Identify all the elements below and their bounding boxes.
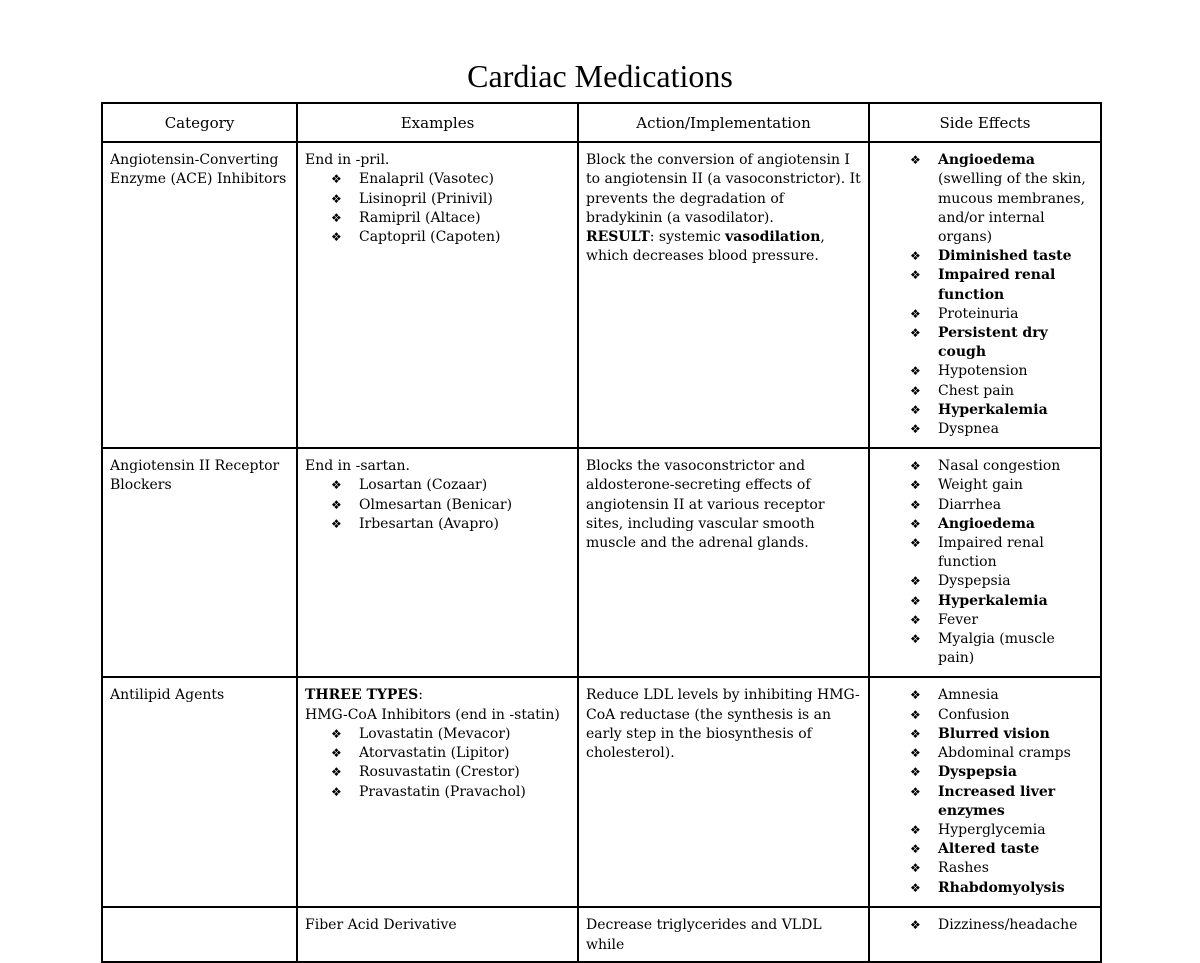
- side-effects-list: [877, 151, 1094, 439]
- side-effect-text: Hypotension: [938, 363, 1028, 380]
- list-item: [910, 725, 1094, 744]
- side-effect-text: Dyspnea: [938, 421, 999, 438]
- list-item: ❖ Losartan (Cozaar): [331, 476, 571, 495]
- list-item: ❖ Lisinopril (Prinivil): [331, 190, 571, 209]
- side-effect-emphasis: Increased liver enzymes: [938, 783, 1056, 819]
- table-row-ace-inhibitors: [102, 142, 1101, 448]
- side-effect-text: Hyperglycemia: [938, 821, 1046, 838]
- result-label: RESULT: [586, 229, 650, 246]
- list-item: [910, 592, 1094, 611]
- side-effects-list: [877, 916, 1094, 935]
- side-effect-text: Dyspepsia: [938, 573, 1011, 590]
- examples-label-suffix: :: [418, 687, 423, 704]
- header-action: Action/Implementation: [578, 103, 869, 142]
- list-item: [910, 324, 1094, 362]
- category-cell: [102, 907, 297, 961]
- list-item: ❖ Olmesartan (Benicar): [331, 496, 571, 515]
- list-item: ❖ Captopril (Capoten): [331, 228, 571, 247]
- list-item: [910, 879, 1094, 898]
- side-effect-text: Confusion: [938, 706, 1010, 723]
- side-effect-text: Proteinuria: [938, 305, 1019, 322]
- medications-table: [101, 102, 1102, 963]
- category-text: Angiotensin II Receptor Blockers: [110, 458, 280, 494]
- list-item: ❖ Atorvastatin (Lipitor): [331, 744, 571, 763]
- result-emphasis: vasodilation: [725, 229, 821, 246]
- action-cell: [578, 907, 869, 961]
- side-effect-text: Rashes: [938, 860, 989, 877]
- examples-label: [305, 686, 571, 705]
- table-row-antilipid-agents: [102, 677, 1101, 907]
- examples-intro: HMG-CoA Inhibitors (end in -statin): [305, 706, 560, 723]
- side-effect-emphasis: Blurred vision: [938, 725, 1050, 742]
- examples-cell: [297, 907, 578, 961]
- list-item: [910, 534, 1094, 572]
- category-text: Angiotensin-Converting Enzyme (ACE) Inhibitors: [110, 152, 287, 188]
- list-item: [910, 763, 1094, 782]
- side-effect-emphasis: Altered taste: [938, 841, 1040, 858]
- table-row-arbs: [102, 448, 1101, 677]
- list-item: [910, 266, 1094, 304]
- side-effect-text: Diarrhea: [938, 496, 1002, 513]
- list-item: [910, 305, 1094, 324]
- list-item: [910, 783, 1094, 821]
- action-cell: [578, 142, 869, 448]
- side-effect-text: Impaired renal function: [938, 535, 1044, 571]
- side-effect-emphasis: Dyspepsia: [938, 764, 1017, 781]
- list-item: ❖ Pravastatin (Pravachol): [331, 783, 571, 802]
- side-effect-emphasis: Rhabdomyolysis: [938, 879, 1065, 896]
- list-item: [910, 362, 1094, 381]
- header-category: Category: [102, 103, 297, 142]
- category-text: Antilipid Agents: [110, 687, 225, 704]
- list-item: [910, 457, 1094, 476]
- side-effect-text: Dizziness/headache: [938, 917, 1078, 934]
- examples-list: [305, 476, 571, 534]
- side-effects-cell: [869, 677, 1101, 907]
- page-title: Cardiac Medications: [467, 58, 733, 94]
- side-effect-emphasis: Angioedema: [938, 152, 1035, 169]
- side-effect-emphasis: Angioedema: [938, 515, 1035, 532]
- side-effect-text: Nasal congestion: [938, 458, 1061, 475]
- list-item: ❖ Ramipril (Altace): [331, 209, 571, 228]
- header-examples: Examples: [297, 103, 578, 142]
- action-text: Block the conversion of angiotensin I to angiotensin II (a vasoconstrictor). It prevents the degradation of bradykinin (a vasodilator).: [586, 152, 861, 226]
- examples-list: [305, 170, 571, 247]
- list-item: [910, 744, 1094, 763]
- examples-intro: End in -pril.: [305, 152, 390, 169]
- examples-intro: Fiber Acid Derivative: [305, 917, 457, 934]
- result-text: : systemic: [649, 229, 726, 246]
- list-item: [910, 686, 1094, 705]
- list-item: [910, 382, 1094, 401]
- side-effects-cell: [869, 907, 1101, 961]
- side-effects-cell: [869, 448, 1101, 677]
- list-item: ❖ Irbesartan (Avapro): [331, 515, 571, 534]
- examples-cell: [297, 448, 578, 677]
- action-result: [586, 228, 862, 266]
- list-item: [910, 496, 1094, 515]
- side-effect-emphasis: Persistent dry cough: [938, 325, 1048, 361]
- side-effect-emphasis: Diminished taste: [938, 248, 1072, 265]
- action-cell: [578, 677, 869, 907]
- result-text: , which decreases blood pressure.: [586, 229, 825, 265]
- list-item: [910, 572, 1094, 591]
- side-effect-text: Weight gain: [938, 477, 1023, 494]
- side-effects-list: [877, 457, 1094, 668]
- examples-label-text: THREE TYPES: [305, 687, 419, 704]
- header-side-effects: Side Effects: [869, 103, 1101, 142]
- list-item: [910, 706, 1094, 725]
- list-item: [910, 151, 1094, 247]
- list-item: [910, 821, 1094, 840]
- action-text: Decrease triglycerides and VLDL while: [586, 917, 822, 953]
- side-effect-text: (swelling of the skin, mucous membranes, and/or internal organs): [938, 171, 1086, 246]
- table-row-fiber-acid: [102, 907, 1101, 961]
- table-header-row: [102, 103, 1101, 142]
- side-effect-text: Myalgia (muscle pain): [938, 631, 1055, 667]
- examples-cell: [297, 677, 578, 907]
- list-item: [910, 476, 1094, 495]
- side-effects-list: [877, 686, 1094, 897]
- examples-cell: [297, 142, 578, 448]
- examples-intro: End in -sartan.: [305, 458, 410, 475]
- side-effect-text: Fever: [938, 611, 979, 628]
- action-cell: [578, 448, 869, 677]
- category-cell: [102, 448, 297, 677]
- side-effects-cell: [869, 142, 1101, 448]
- category-cell: [102, 142, 297, 448]
- list-item: [910, 515, 1094, 534]
- side-effect-emphasis: Hyperkalemia: [938, 401, 1048, 418]
- list-item: [910, 859, 1094, 878]
- list-item: [910, 401, 1094, 420]
- side-effect-text: Amnesia: [938, 687, 999, 704]
- list-item: [910, 611, 1094, 630]
- list-item: ❖ Enalapril (Vasotec): [331, 170, 571, 189]
- examples-list: [305, 725, 571, 802]
- action-text: Blocks the vasoconstrictor and aldosterone-secreting effects of angiotensin II at various receptor sites, including vascular smooth muscle and the adrenal glands.: [586, 458, 825, 552]
- side-effect-text: Chest pain: [938, 382, 1015, 399]
- list-item: ❖ Lovastatin (Mevacor): [331, 725, 571, 744]
- list-item: [910, 420, 1094, 439]
- list-item: [910, 840, 1094, 859]
- list-item: [910, 247, 1094, 266]
- action-text: Reduce LDL levels by inhibiting HMG-CoA reductase (the synthesis is an early step in the biosynthesis of cholesterol).: [586, 687, 860, 762]
- side-effect-emphasis: Impaired renal function: [938, 267, 1056, 303]
- side-effect-emphasis: Hyperkalemia: [938, 592, 1048, 609]
- list-item: ❖ Rosuvastatin (Crestor): [331, 763, 571, 782]
- category-cell: [102, 677, 297, 907]
- side-effect-text: Abdominal cramps: [938, 745, 1071, 762]
- list-item: [910, 916, 1094, 935]
- list-item: [910, 630, 1094, 668]
